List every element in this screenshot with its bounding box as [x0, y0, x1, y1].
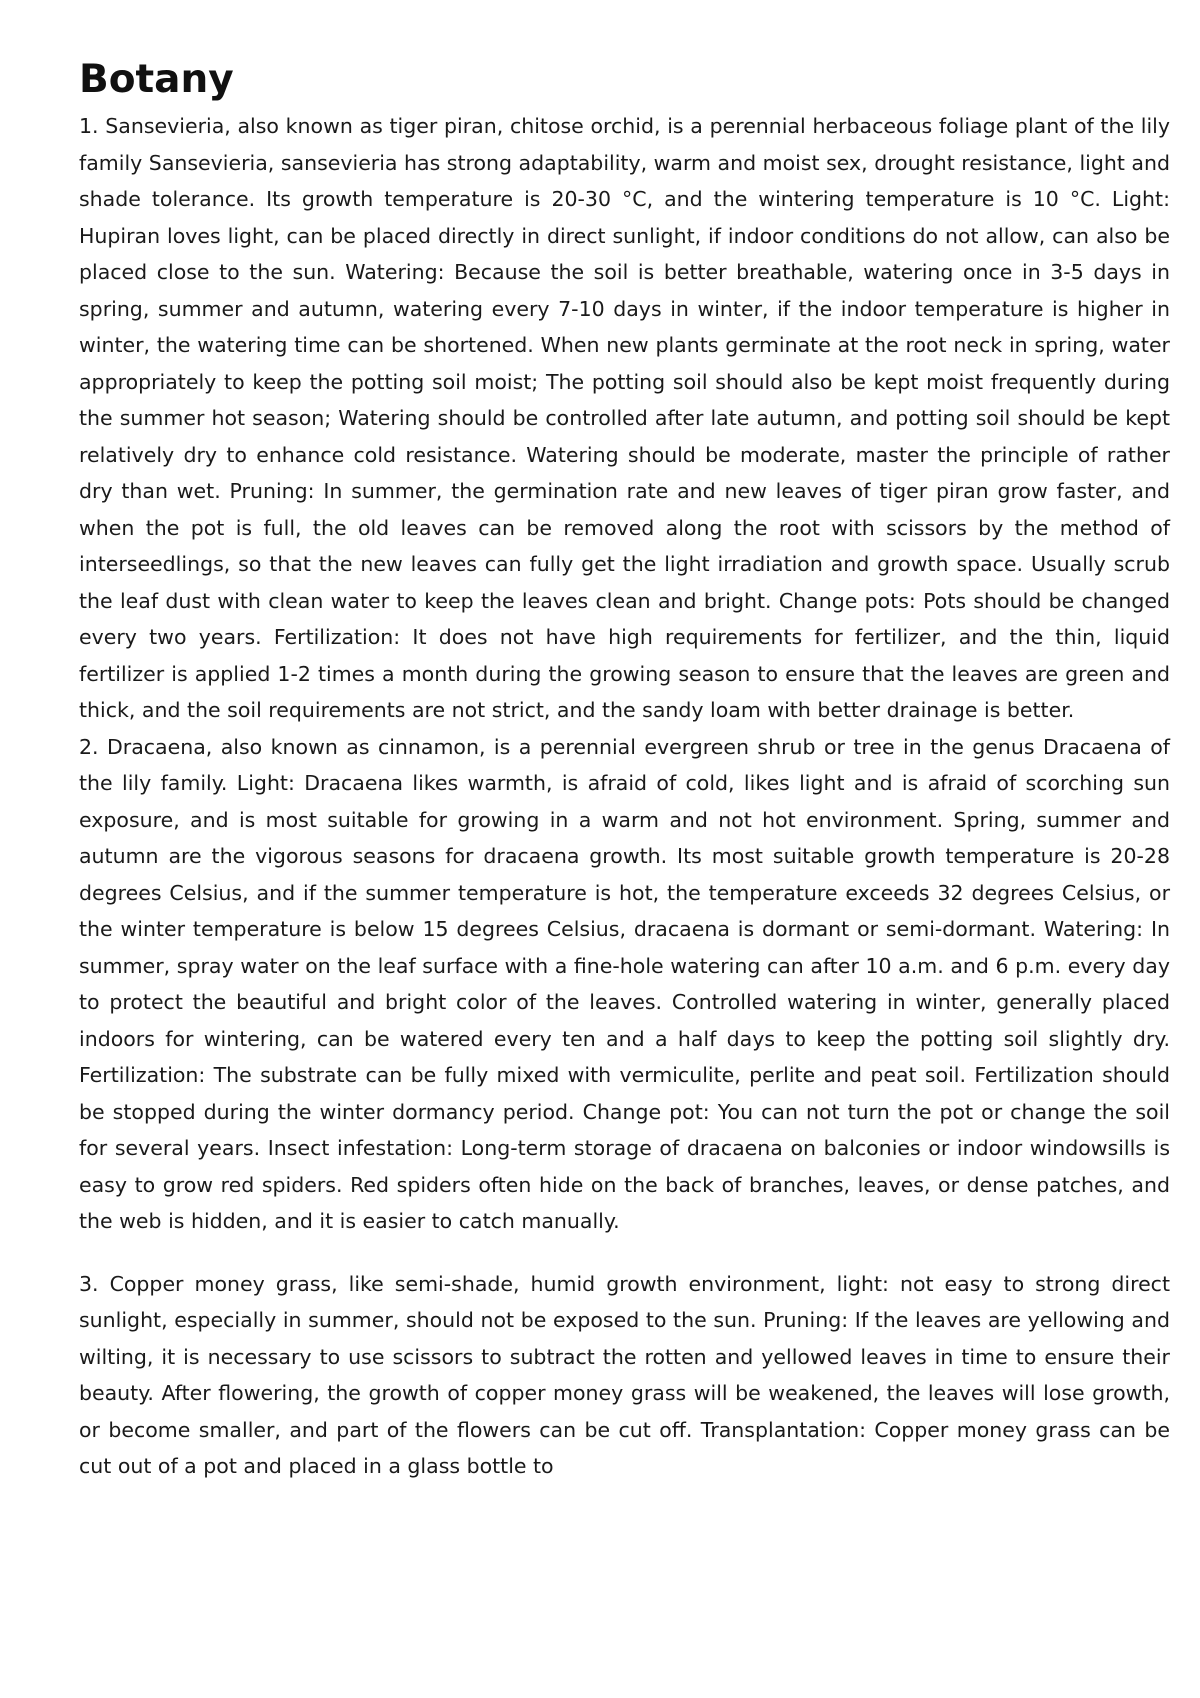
document-page — [79, 50, 1170, 1485]
paragraph-copper-money-grass: 3. Copper money grass, like semi-shade, humid growth environment, light: not easy to strong direct sunlight, especially in summer, should not be exposed to the sun. Pruning: If the leaves are yellowing and wilting, it is necessary to use scissors to subtract the rotten and yellowed leaves in time to ensure their beauty. After flowering, the growth of copper money grass will be weakened, the leaves will lose growth, or become smaller, and part of the flowers can be cut off. Transplantation: Copper money grass can be cut out of a pot and placed in a glass bottle to — [79, 1271, 1170, 1478]
document-title: Botany — [79, 57, 234, 102]
paragraph-dracaena: 2. Dracaena, also known as cinnamon, is a perennial evergreen shrub or tree in the genus Dracaena of the lily family. Light: Dracaena likes warmth, is afraid of cold, likes light and is afraid of scorching sun exposure, and is most suitable for growing in a warm and not hot environment. Spring, summer and autumn are the vigorous seasons for dracaena growth. Its most suitable growth temperature is 20-28 degrees Celsius, and if the summer temperature is hot, the temperature exceeds 32 degrees Celsius, or the winter temperature is below 15 degrees Celsius, dracaena is dormant or semi-dormant. Watering: In summer, spray water on the leaf surface with a fine-hole watering can after 10 a.m. and 6 p.m. every day to protect the beautiful and bright color of the leaves. Controlled watering in winter, generally placed indoors for wintering, can be watered every ten and a half days to keep the potting soil slightly dry. Fertilization: The substrate can be fully mixed with vermiculite, perlite and peat soil. Fertilization should be stopped during the winter dormancy period. Change pot: You can not turn the pot or change the soil for several years. Insect infestation: Long-term storage of dracaena on balconies or indoor windowsills is easy to grow red spiders. Red spiders often hide on the back of branches, leaves, or dense patches, and the web is hidden, and it is easier to catch manually. — [79, 734, 1170, 1233]
paragraph-sansevieria: 1. Sansevieria, also known as tiger piran, chitose orchid, is a perennial herbaceous foliage plant of the lily family Sansevieria, sansevieria has strong adaptability, warm and moist sex, drought resistance, light and shade tolerance. Its growth temperature is 20-30 °C, and the wintering temperature is 10 °C. Light: Hupiran loves light, can be placed directly in direct sunlight, if indoor conditions do not allow, can also be placed close to the sun. Watering: Because the soil is better breathable, watering once in 3-5 days in spring, summer and autumn, watering every 7-10 days in winter, if the indoor temperature is higher in winter, the watering time can be shortened. When new plants germinate at the root neck in spring, water appropriately to keep the potting soil moist; The potting soil should also be kept moist frequently during the summer hot season; Watering should be controlled after late autumn, and potting soil should be kept relatively dry to enhance cold resistance. Watering should be moderate, master the principle of rather dry than wet. Pruning: In summer, the germination rate and new leaves of tiger piran grow faster, and when the pot is full, the old leaves can be removed along the root with scissors by the method of interseedlings, so that the new leaves can fully get the light irradiation and growth space. Usually scrub the leaf dust with clean water to keep the leaves clean and bright. Change pots: Pots should be changed every two years. Fertilization: It does not have high requirements for fertilizer, and the thin, liquid fertilizer is applied 1-2 times a month during the growing season to ensure that the leaves are green and thick, and the soil requirements are not strict, and the sandy loam with better drainage is better. — [79, 114, 1170, 722]
